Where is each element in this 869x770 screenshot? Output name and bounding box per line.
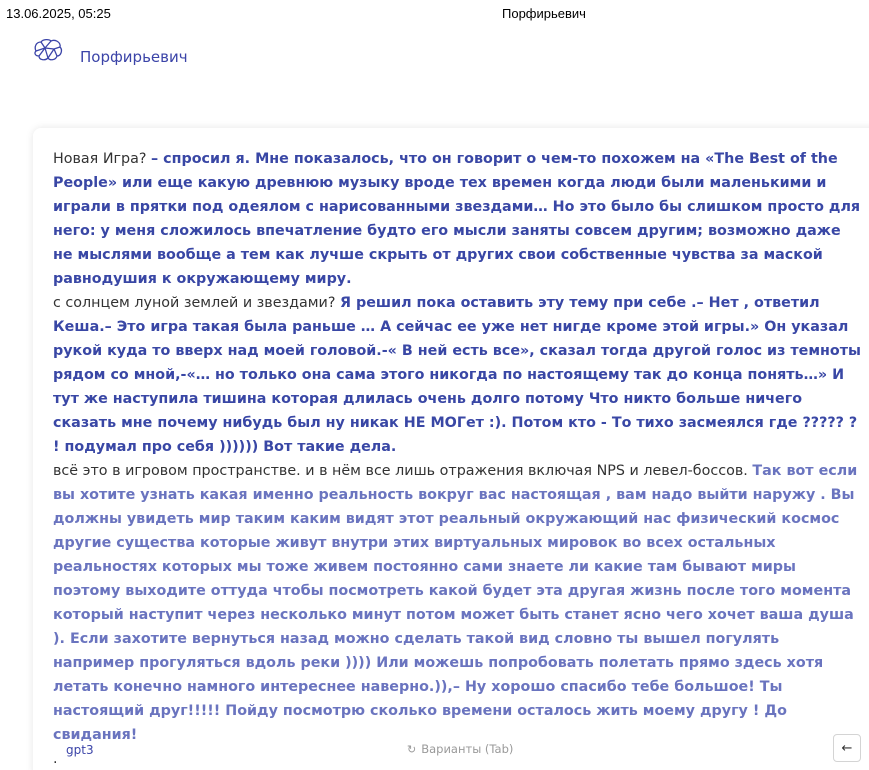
- card-footer: [33, 734, 869, 764]
- print-header: [6, 6, 869, 22]
- brain-icon: [32, 38, 80, 69]
- generated-text: – спросил я. Мне показалось, что он говорит о чем-то похожем на «The Best of the People» или еще какую древнюю музыку вроде тех времен когда люди были маленькими и играли в прятки под одеялом с нарисованными звездами… Но это было бы слишком просто для него: у меня сложилось впечатление будто его мысли заняты совсем другим; возможно даже не мыслями вообще а тем как лучше скрыть от других свои собственные чувства за маской равнодушия к окружающему миру.: [53, 151, 861, 287]
- story-editor[interactable]: [53, 147, 865, 770]
- brand-name: Порфирьевич: [80, 47, 188, 66]
- user-text: всё это в игровом пространстве. и в нём все лишь отражения включая NPS и левел-боссов.: [53, 463, 753, 479]
- story-card: [33, 128, 869, 770]
- user-text: с солнцем луной землей и звездами?: [53, 295, 340, 311]
- back-button[interactable]: [833, 734, 861, 762]
- user-text: .: [53, 751, 58, 767]
- generated-text: Так вот если вы хотите узнать какая именно реальность вокруг вас настоящая , вам надо выйти наружу . Вы должны увидеть мир таким каким видят этот реальный окружающий нас физический космос другие существа которые живут внутри этих виртуальных мировок во всех остальных реальностях которых мы тоже живем постоянно сами знаете ли какие там бывают миры поэтому выходите оттуда чтобы посмотреть какой будет эта другая жизнь после того момента который наступит через несколько минут потом может быть станет ясно чего хочет ваша душа ). Если захотите вернуться назад можно сделать такой вид словно ты вышел погулять например прогуляться вдоль реки )))) Или можешь попробовать полетать прямо здесь хотя летать конечно намного интереснее наверно.)),– Ну хорошо спасибо тебе большое! Ты настоящий друг!!!!! Пойду посмотрю сколько времени осталось жить моему другу ! До свидания!: [53, 463, 858, 743]
- refresh-icon: ↻: [407, 742, 417, 756]
- story-paragraph: [53, 147, 865, 291]
- story-paragraph: [53, 459, 865, 747]
- print-title: Порфирьевич: [502, 6, 586, 21]
- story-paragraph: [53, 291, 865, 459]
- arrow-left-icon: ←: [841, 740, 853, 756]
- generated-text: Я решил пока оставить эту тему при себе .– Нет , ответил Кеша.– Это игра такая была раньше … А сейчас ее уже нет нигде кроме этой игры.» Он указал рукой куда то вверх над моей головой.-« В ней есть все», сказал тогда другой голос из темноты рядом со мной,-«… но только она сама этого никогда по настоящему так до конца понять…» И тут же наступила тишина которая длилась очень долго потому Что никто больше ничего сказать мне почему нибудь был ну никак НЕ МОГет :). Потом кто - То тихо засмеялся где ????? ? ! подумал про себя )))))) Вот такие дела.: [53, 295, 861, 455]
- variants-label: Варианты (Tab): [421, 742, 514, 756]
- model-selector[interactable]: gpt3: [66, 743, 94, 757]
- user-text: Новая Игра?: [53, 151, 152, 167]
- brand-link[interactable]: [32, 38, 188, 69]
- variants-button[interactable]: [407, 742, 513, 756]
- print-date: 13.06.2025, 05:25: [6, 6, 111, 21]
